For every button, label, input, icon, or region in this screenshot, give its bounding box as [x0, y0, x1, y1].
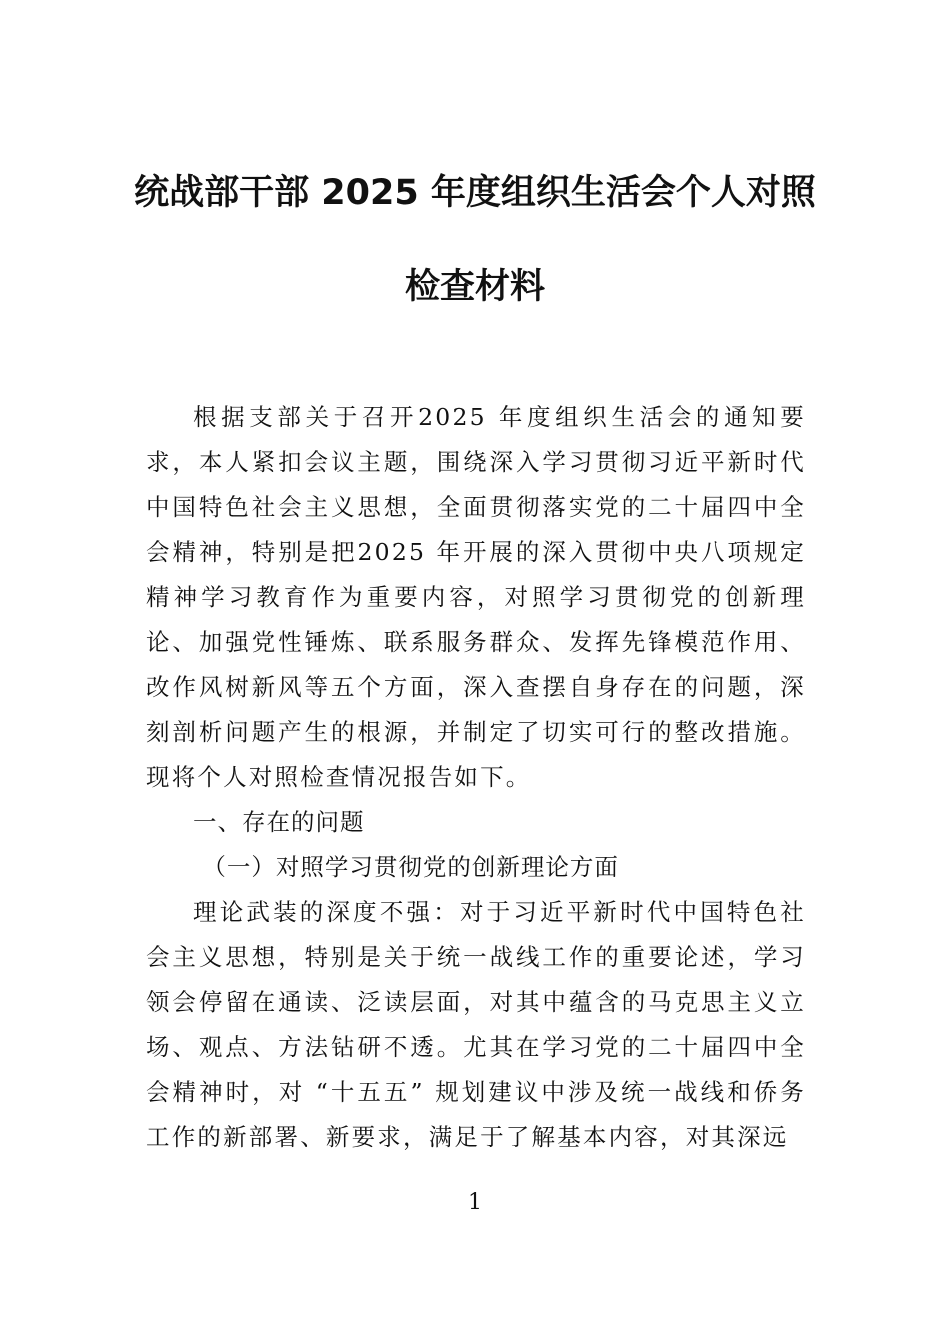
section-heading-problems: 一、存在的问题 [193, 808, 365, 836]
document-title-line-1: 统战部干部 2025 年度组织生活会个人对照 [134, 173, 816, 213]
page-number: 1 [468, 1190, 482, 1215]
document-body [146, 395, 806, 1160]
subsection-heading-theory: （一）对照学习贯彻党的创新理论方面 [202, 853, 619, 881]
document-title-line-2: 检查材料 [404, 267, 545, 307]
theory-paragraph: 理论武装的深度不强：对于习近平新时代中国特色社会主义思想，特别是关于统一战线工作的重要论述，学习领会停留在通读、泛读层面，对其中蕴含的马克思主义立场、观点、方法钻研不透。尤其在学习党的二十届四中全会精神时，对 “十五五” 规划建议中涉及统一战线和侨务工作的新部署、新要求，满足于了解基本内容，对其深远 [146, 898, 806, 1151]
intro-paragraph: 根据支部关于召开2025 年度组织生活会的通知要求，本人紧扣会议主题，围绕深入学习贯彻习近平新时代中国特色社会主义思想，全面贯彻落实党的二十届四中全会精神，特别是把2025 年开展的深入贯彻中央八项规定精神学习教育作为重要内容，对照学习贯彻党的创新理论、加强党性锤炼、联系服务群众、发挥先锋模范作用、改作风树新风等五个方面，深入查摆自身存在的问题，深刻剖析问题产生的根源，并制定了切实可行的整改措施。现将个人对照检查情况报告如下。 [146, 403, 806, 791]
